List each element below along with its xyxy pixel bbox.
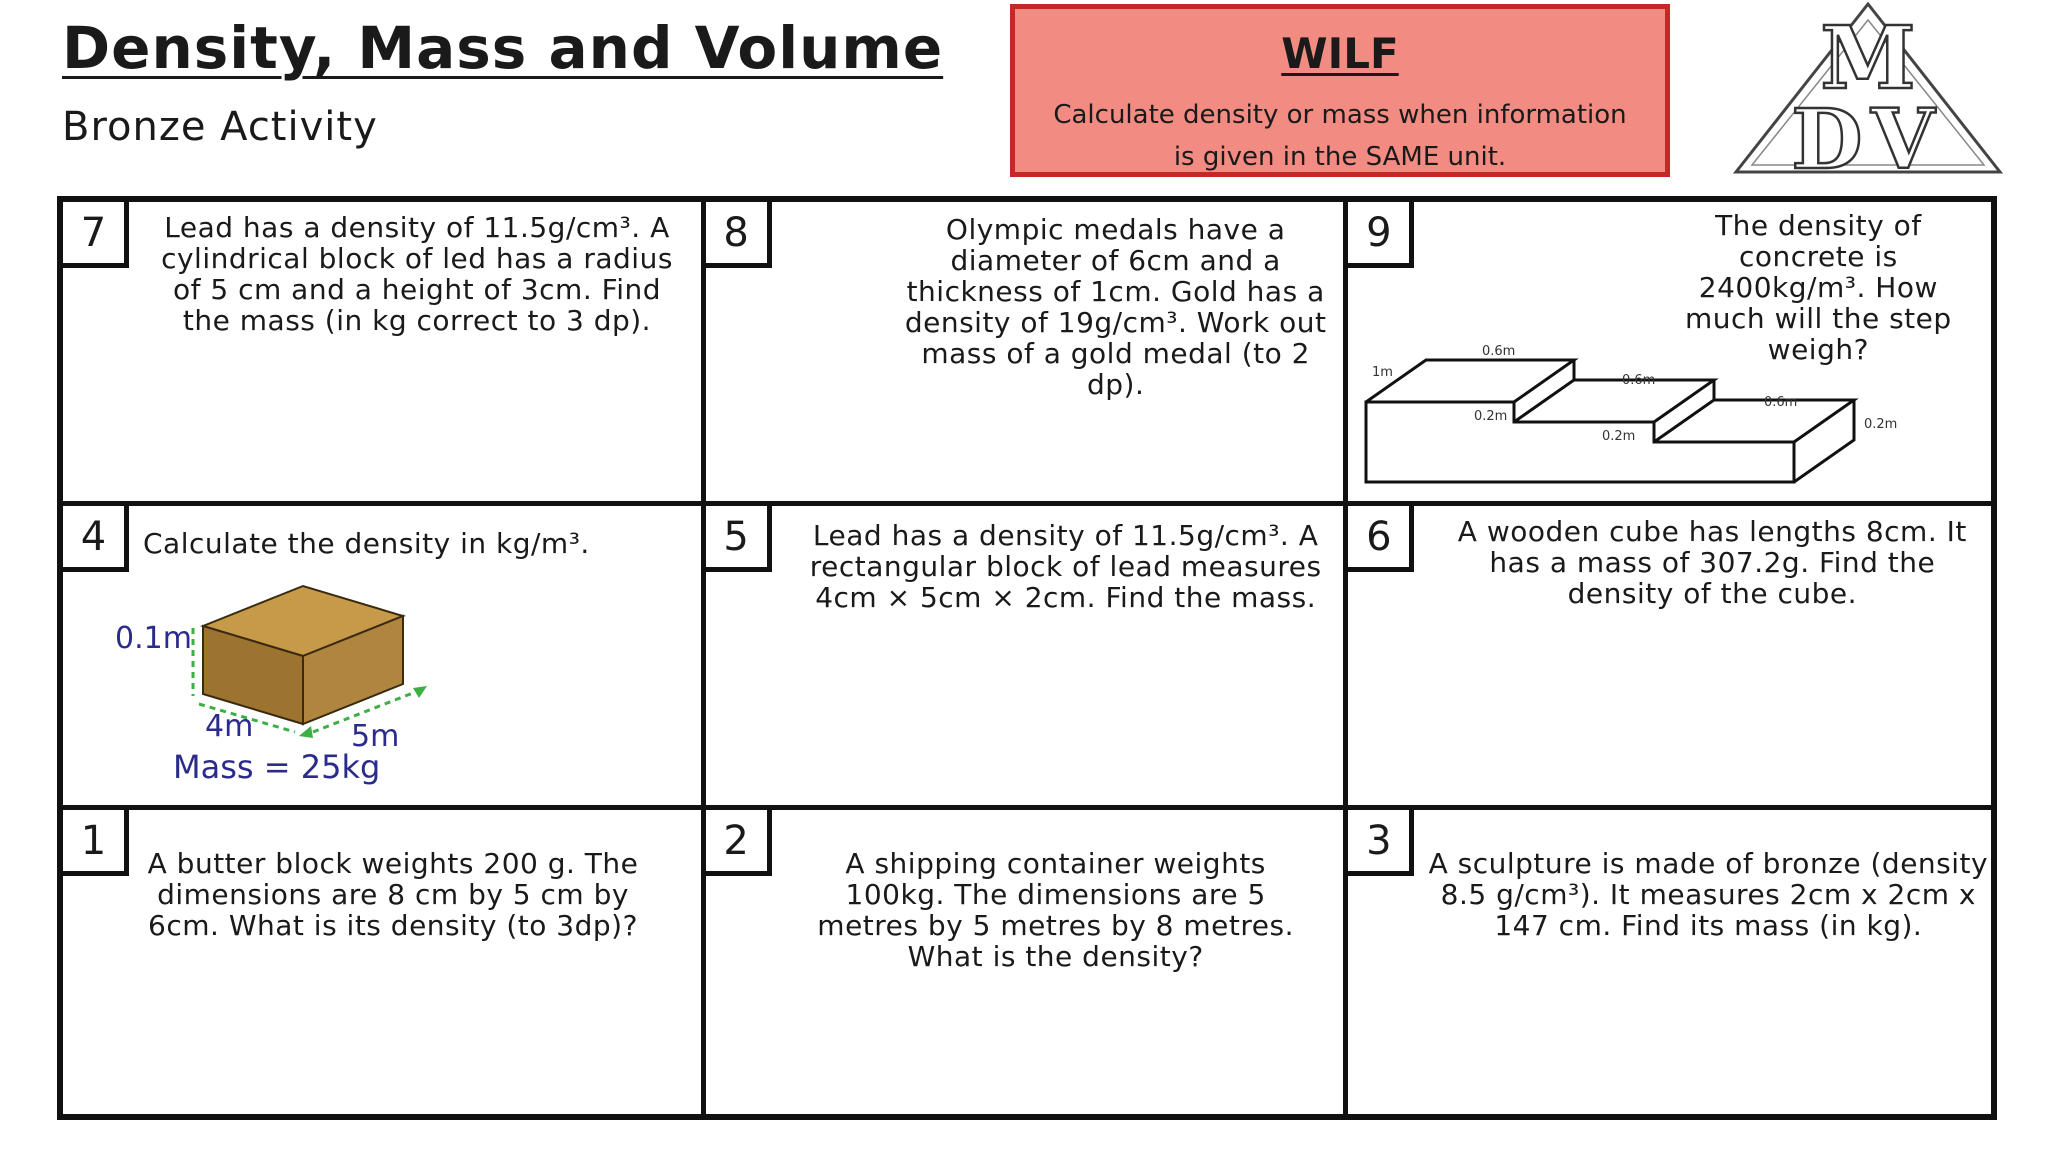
question-text: A shipping container weights 100kg. The dimensions are 5 metres by 5 metres by 8 metres. What is the density? (817, 847, 1294, 973)
question-8-cell (706, 202, 1349, 506)
question-4-cell (63, 506, 706, 810)
question-2-cell (706, 810, 1349, 1114)
block-width-label: 5m (351, 719, 400, 754)
question-text: A sculpture is made of bronze (density 8.5 g/cm³). It measures 2cm x 2cm x 147 cm. Find its mass (in kg). (1428, 847, 1989, 942)
mdv-logo-icon (1728, 0, 2008, 180)
wilf-box (1010, 4, 1670, 177)
block-height-label: 0.1m (115, 621, 192, 656)
wilf-text: Calculate density or mass when information is given in the SAME unit. (1053, 100, 1627, 172)
question-5-cell (706, 506, 1349, 810)
question-number: 7 (63, 202, 129, 268)
step-riser2-label: 0.2m (1602, 429, 1636, 444)
question-3-cell (1348, 810, 1991, 1114)
step-height-label: 1m (1372, 365, 1394, 380)
question-number: 6 (1348, 506, 1414, 572)
question-text: Calculate the density in kg/m³. (143, 527, 590, 560)
question-6-cell (1348, 506, 1991, 810)
question-grid (57, 196, 1997, 1120)
step-run1-label: 0.6m (1622, 373, 1656, 388)
step-run2-label: 0.6m (1764, 395, 1798, 410)
question-text: The density of concrete is 2400kg/m³. How much will the step weigh? (1685, 209, 1952, 366)
concrete-step-diagram (1354, 342, 1954, 502)
question-number: 9 (1348, 202, 1414, 268)
block-length-label: 4m (205, 709, 254, 744)
question-text: Olympic medals have a diameter of 6cm and a thickness of 1cm. Gold has a density of 19g/cm³. Work out mass of a gold medal (to 2 dp). (904, 213, 1327, 401)
question-text: Lead has a density of 11.5g/cm³. A cylindrical block of led has a radius of 5 cm and a height of 3cm. Find the mass (in kg correct to 3 dp). (161, 211, 673, 337)
logo-top-letter: M (1820, 8, 1916, 109)
question-9-cell (1348, 202, 1991, 506)
question-1-cell (63, 810, 706, 1114)
question-number: 8 (706, 202, 772, 268)
question-number: 2 (706, 810, 772, 876)
block-mass-label: Mass = 25kg (173, 748, 381, 786)
page-title: Density, Mass and Volume (62, 14, 944, 82)
question-number: 1 (63, 810, 129, 876)
page-subtitle: Bronze Activity (62, 104, 378, 150)
question-text: A wooden cube has lengths 8cm. It has a mass of 307.2g. Find the density of the cube. (1457, 515, 1967, 610)
question-number: 5 (706, 506, 772, 572)
question-7-cell (63, 202, 706, 506)
question-number: 4 (63, 506, 129, 572)
step-riser1-label: 0.2m (1474, 409, 1508, 424)
step-top-label: 0.6m (1482, 344, 1516, 359)
question-number: 3 (1348, 810, 1414, 876)
logo-bottom-letters: DV (1791, 92, 1945, 180)
question-text: A butter block weights 200 g. The dimensions are 8 cm by 5 cm by 6cm. What is its density (to 3dp)? (147, 847, 639, 942)
wooden-block-diagram (83, 576, 443, 756)
step-riser3-label: 0.2m (1864, 417, 1898, 432)
wilf-heading: WILF (1281, 29, 1399, 78)
question-text: Lead has a density of 11.5g/cm³. A rectangular block of lead measures 4cm × 5cm × 2cm. Find the mass. (809, 519, 1322, 614)
